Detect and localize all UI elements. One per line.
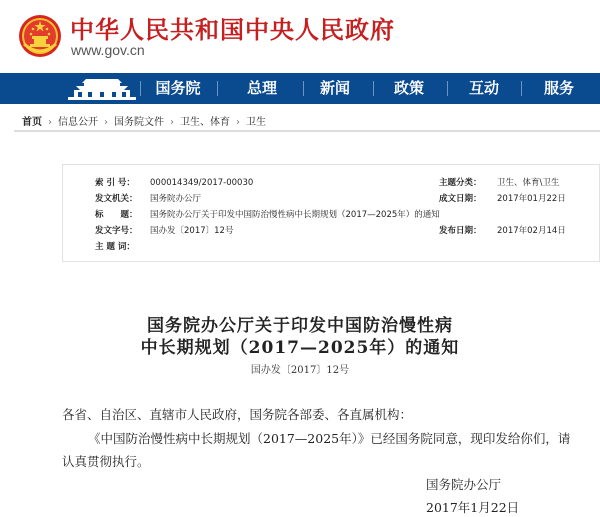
keywords-row (95, 240, 150, 252)
nav-item-premier[interactable]: 总理 (246, 79, 277, 97)
signing-date: 2017年1月22日 (426, 500, 520, 515)
nav-separator (217, 81, 218, 96)
main-nav (0, 73, 600, 104)
doc-number-row (95, 224, 233, 236)
breadcrumb-separator: › (48, 117, 52, 128)
nav-item-news[interactable]: 新闻 (319, 79, 350, 97)
tiananmen-logo-icon[interactable] (66, 75, 138, 102)
site-header (0, 0, 600, 72)
body-paragraph-line-1: 《中国防治慢性病中长期规划（2017—2025年）》已经国务院同意，现印发给你们，请 (88, 431, 571, 446)
breadcrumb-health-sports[interactable]: 卫生、体育 (180, 117, 230, 128)
index-number-value: 000014349/2017-00030 (150, 178, 254, 188)
title-value: 国务院办公厅关于印发中国防治慢性病中长期规划（2017—2025年）的通知 (150, 210, 440, 220)
published-date-value: 2017年02月14日 (497, 226, 566, 236)
national-emblem-icon[interactable] (18, 14, 62, 58)
topic-row (439, 176, 559, 188)
document-metadata-box (62, 164, 600, 262)
published-date-label: 发布日期： (439, 226, 482, 236)
site-title[interactable]: 中华人民共和国中央人民政府 (70, 16, 395, 44)
doc-number-label: 发文字号： (95, 226, 138, 236)
document-title-line-2: 中长期规划（2017—2025年）的通知 (140, 338, 460, 358)
site-url[interactable]: www.gov.cn (71, 42, 145, 58)
issuer-row (95, 192, 201, 204)
breadcrumb-divider (14, 130, 600, 132)
document-number: 国办发〔2017〕12号 (250, 365, 350, 376)
breadcrumb-state-council-docs[interactable]: 国务院文件 (114, 117, 164, 128)
topic-label: 主题分类： (439, 178, 482, 188)
breadcrumb (22, 113, 266, 128)
title-label: 标 题： (95, 210, 138, 220)
nav-separator (140, 81, 141, 96)
topic-value: 卫生、体育\卫生 (497, 178, 560, 188)
breadcrumb-info-disclosure[interactable]: 信息公开 (58, 117, 98, 128)
index-number-row (95, 176, 253, 188)
salutation: 各省、自治区、直辖市人民政府，国务院各部委、各直属机构： (62, 407, 413, 422)
document-title-line-1: 国务院办公厅关于印发中国防治慢性病 (147, 316, 453, 336)
doc-number-value: 国办发〔2017〕12号 (150, 226, 234, 236)
issuer-label: 发文机关： (95, 194, 138, 204)
nav-item-interaction[interactable]: 互动 (468, 79, 499, 97)
nav-separator (521, 81, 522, 96)
published-date-row (439, 224, 566, 236)
nav-item-state-council[interactable]: 国务院 (155, 79, 201, 97)
breadcrumb-separator: › (170, 117, 174, 128)
index-number-label: 索 引 号： (95, 178, 135, 188)
written-date-value: 2017年01月22日 (497, 194, 566, 204)
breadcrumb-separator: › (236, 117, 240, 128)
title-row (95, 208, 440, 220)
breadcrumb-health[interactable]: 卫生 (246, 117, 266, 128)
written-date-row (439, 192, 566, 204)
breadcrumb-separator: › (104, 117, 108, 128)
issuer-value: 国务院办公厅 (150, 194, 202, 204)
written-date-label: 成文日期： (439, 194, 482, 204)
body-paragraph-line-2: 认真贯彻执行。 (62, 454, 150, 469)
nav-item-policy[interactable]: 政策 (393, 79, 424, 97)
nav-separator (447, 81, 448, 96)
signer: 国务院办公厅 (426, 477, 502, 492)
keywords-label: 主 题 词： (95, 242, 135, 252)
nav-item-services[interactable]: 服务 (543, 79, 574, 97)
breadcrumb-home[interactable]: 首页 (22, 117, 42, 128)
